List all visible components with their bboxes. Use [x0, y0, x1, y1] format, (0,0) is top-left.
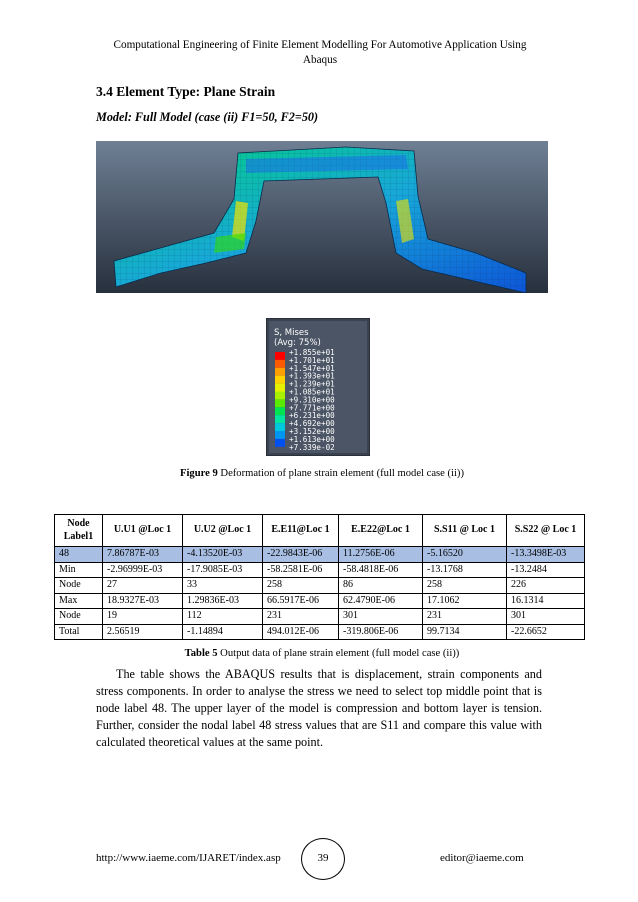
- page-number: 39: [317, 852, 329, 864]
- table-header-cell: U.U2 @Loc 1: [183, 515, 263, 547]
- table-cell: 27: [103, 578, 183, 594]
- table-cell: -22.9843E-06: [263, 547, 339, 563]
- legend-value: +1.855e+01: [289, 348, 335, 357]
- table-cell: 494.012E-06: [263, 624, 339, 640]
- table-cell: 2.56519: [103, 624, 183, 640]
- table-cell: -58.2581E-06: [263, 562, 339, 578]
- legend-subtitle: (Avg: 75%): [274, 338, 321, 348]
- table-cell: 66.5917E-06: [263, 593, 339, 609]
- table-cell: -4.13520E-03: [183, 547, 263, 563]
- table-cell: 301: [507, 609, 585, 625]
- table-cell: 48: [55, 547, 103, 563]
- figure-caption: [96, 468, 548, 479]
- legend-value: +3.152e+00: [289, 427, 335, 436]
- table-header-cell: S.S11 @ Loc 1: [423, 515, 507, 547]
- table-cell: -5.16520: [423, 547, 507, 563]
- table-row: [55, 609, 585, 625]
- table-caption: [96, 648, 548, 659]
- table-row: [55, 547, 585, 563]
- section-title: 3.4 Element Type: Plane Strain: [96, 84, 276, 99]
- legend-value: +1.547e+01: [289, 363, 335, 373]
- table-cell: 11.2756E-06: [339, 547, 423, 563]
- table-cell: 258: [263, 578, 339, 594]
- legend-swatch: [275, 423, 285, 431]
- legend-value: +4.692e+00: [289, 419, 335, 429]
- table-cell: -13.3498E-03: [507, 547, 585, 563]
- table-cell: -13.2484: [507, 562, 585, 578]
- running-header: [70, 38, 570, 68]
- legend-swatch: [275, 368, 285, 376]
- table-header-cell: S.S22 @ Loc 1: [507, 515, 585, 547]
- table-cell: 62.4790E-06: [339, 593, 423, 609]
- legend-value: +1.613e+00: [289, 434, 335, 444]
- table-cell: 17.1062: [423, 593, 507, 609]
- body-paragraph: The table shows the ABAQUS results that is displacement, strain components and stress components. In order to analyse the stress we need to select top middle point that is node label 48. The upper layer of the model is compression and bottom layer is tension. Further, consider the nodal label 48 stress values that are S11 and compare this value with calculated theoretical values at the same point.: [96, 667, 542, 749]
- legend-value: +6.231e+00: [289, 411, 335, 421]
- figure-label: Figure 9: [180, 468, 218, 479]
- table-cell: 258: [423, 578, 507, 594]
- table-row: [55, 578, 585, 594]
- legend-color-bar: [275, 352, 285, 447]
- table-cell: -22.6652: [507, 624, 585, 640]
- table-row: [55, 562, 585, 578]
- legend-values: [289, 348, 335, 452]
- header-line-1: Computational Engineering of Finite Element Modelling For Automotive Application Using: [113, 39, 527, 51]
- table-cell: Max: [55, 593, 103, 609]
- table-header-cell: U.U1 @Loc 1: [103, 515, 183, 547]
- table-cell: Node: [55, 578, 103, 594]
- table-cell: 33: [183, 578, 263, 594]
- table-cell: Total: [55, 624, 103, 640]
- table-cell: 231: [263, 609, 339, 625]
- output-data-table: [54, 514, 585, 640]
- legend-swatch: [275, 415, 285, 423]
- table-cell: 301: [339, 609, 423, 625]
- footer-url-link[interactable]: http://www.iaeme.com/IJARET/index.asp: [96, 852, 281, 864]
- table-cell: Node: [55, 609, 103, 625]
- table-header-row: [55, 515, 585, 547]
- legend-swatch: [275, 407, 285, 415]
- legend-value: +7.771e+00: [289, 403, 335, 413]
- legend-value: +1.393e+01: [289, 371, 335, 381]
- legend-swatch: [275, 384, 285, 392]
- table-cell: 99.7134: [423, 624, 507, 640]
- table-header-cell: E.E11@Loc 1: [263, 515, 339, 547]
- table-row: [55, 624, 585, 640]
- legend-swatch: [275, 376, 285, 384]
- legend-swatch: [275, 360, 285, 368]
- table-header-cell: Node Label1: [55, 515, 103, 547]
- legend-swatch: [275, 399, 285, 407]
- table-cell: 226: [507, 578, 585, 594]
- footer-email: editor@iaeme.com: [440, 852, 524, 864]
- legend-value: +1.239e+01: [289, 379, 335, 389]
- table-cell: -1.14894: [183, 624, 263, 640]
- table-cell: 231: [423, 609, 507, 625]
- table-cell: 112: [183, 609, 263, 625]
- fea-deformation-image: [96, 141, 548, 293]
- table-cell: 7.86787E-03: [103, 547, 183, 563]
- table-cell: -58.4818E-06: [339, 562, 423, 578]
- table-cell: 1.29836E-03: [183, 593, 263, 609]
- table-cell: -319.806E-06: [339, 624, 423, 640]
- table-cell: -17.9085E-03: [183, 562, 263, 578]
- table-cell: -13.1768: [423, 562, 507, 578]
- table-header-cell: E.E22@Loc 1: [339, 515, 423, 547]
- legend-swatch: [275, 431, 285, 439]
- legend-value: +9.310e+00: [289, 395, 335, 405]
- table-cell: 19: [103, 609, 183, 625]
- legend-value: +1.085e+01: [289, 387, 335, 397]
- stress-legend: [266, 318, 370, 456]
- legend-swatch: [275, 439, 285, 447]
- table-cell: 16.1314: [507, 593, 585, 609]
- table-row: [55, 593, 585, 609]
- legend-value: +7.339e-02: [289, 442, 335, 452]
- legend-swatch: [275, 352, 285, 360]
- table-cell: 86: [339, 578, 423, 594]
- legend-value: +1.701e+01: [289, 355, 335, 365]
- table-cell: -2.96999E-03: [103, 562, 183, 578]
- table-cell: Min: [55, 562, 103, 578]
- legend-swatch: [275, 392, 285, 400]
- table-cell: 18.9327E-03: [103, 593, 183, 609]
- model-title: Model: Full Model (case (ii) F1=50, F2=50): [96, 110, 319, 124]
- figure-caption-text: Deformation of plane strain element (full model case (ii)): [217, 468, 464, 479]
- legend-title: S, Mises: [274, 328, 309, 338]
- header-line-2: Abaqus: [302, 54, 338, 66]
- table-label: Table 5: [184, 648, 218, 659]
- table-caption-text: Output data of plane strain element (full model case (ii)): [217, 648, 460, 659]
